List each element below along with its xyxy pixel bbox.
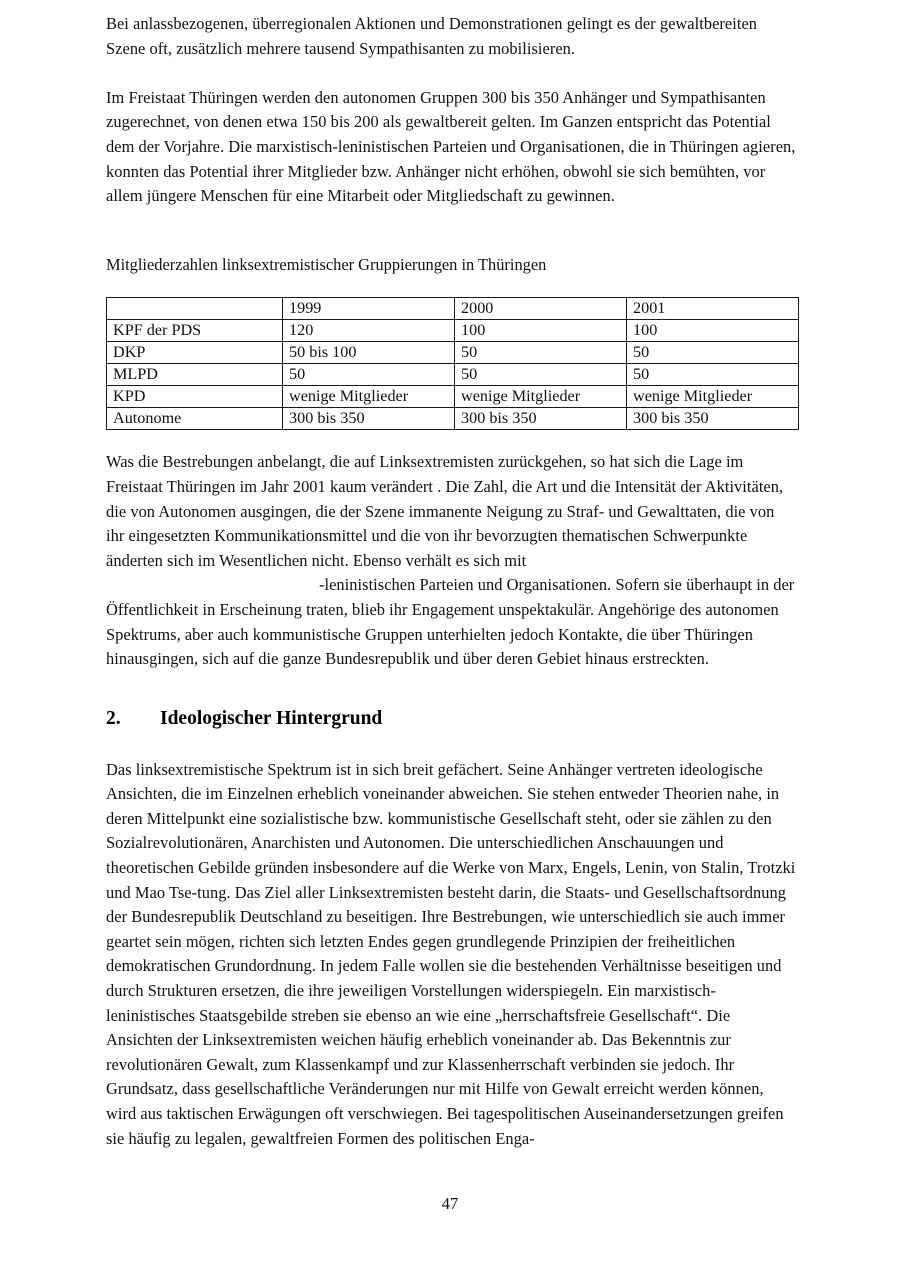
table-cell-group-label: DKP — [107, 342, 283, 364]
table-cell-value: 50 — [455, 342, 627, 364]
table-cell-group-label: KPD — [107, 386, 283, 408]
paragraph-bestrebungen-part1: Was die Bestrebungen anbelangt, die auf Linksextremisten zurückgehen, so hat sich die Lage im Freistaat Thüringen im Jahr 2001 kaum verändert . Die Zahl, die Art und die Intensität der Aktivitäten, die von Autonomen ausgingen, die der Szene immanente Neigung zu Straf- und Gewalttaten, die von ihr eingesetzten Kommunikationsmittel und die von ihr bevorzugten thematischen Schwerpunkte änderten sich im Wesentlichen nicht. Ebenso verhält es sich mit — [106, 452, 784, 570]
paragraph-gap-2 — [106, 209, 796, 253]
top-margin-spacer — [106, 0, 796, 12]
table-cell-value: 100 — [627, 320, 799, 342]
paragraph-thueringen-potential: Im Freistaat Thüringen werden den autonomen Gruppen 300 bis 350 Anhänger und Sympathisanten zugerechnet, von denen etwa 150 bis 200 als gewaltbereit gelten. Im Ganzen entspricht das Potential dem der Vorjahre. Die marxistisch-leninistischen Parteien und Organisationen, die in Thüringen agieren, konnten das Potential ihrer Mitglieder bzw. Anhänger nicht erhöhen, obwohl sie sich bemühten, vor allem jüngere Menschen für eine Mitarbeit oder Mitgliedschaft zu gewinnen. — [106, 87, 796, 206]
post-heading-gap — [106, 732, 796, 758]
table-row — [107, 408, 799, 430]
table-cell-value: 300 bis 350 — [455, 408, 627, 430]
section-heading-ideologischer-hintergrund — [106, 706, 796, 732]
table-header-1999: 1999 — [283, 298, 455, 320]
table-cell-value: wenige Mitglieder — [283, 386, 455, 408]
table-cell-value: 50 — [627, 364, 799, 386]
paragraph-intro-mobilization: Bei anlassbezogenen, überregionalen Aktionen und Demonstrationen gelingt es der gewaltbereiten Szene oft, zusätzlich mehrere tausend Sympathisanten zu mobilisieren. — [106, 14, 758, 58]
table-cell-value: 100 — [455, 320, 627, 342]
table-cell-value: 50 bis 100 — [283, 342, 455, 364]
table-cell-group-label: Autonome — [107, 408, 283, 430]
page-number: 47 — [441, 1194, 459, 1213]
table-cell-value: 50 — [455, 364, 627, 386]
table-row — [107, 386, 799, 408]
table-header-row — [107, 298, 799, 320]
table-row — [107, 320, 799, 342]
paragraph-bestrebungen-part2-text: -leninistischen Parteien und Organisationen. Sofern sie überhaupt in der Öffentlichkeit in Erscheinung traten, blieb ihr Engagement unspektakulär. Angehörige des autonomen Spektrums, aber auch kommunistische Gruppen unterhielten jedoch Kontakte, die über Thüringen hinausgingen, sich auf die ganze Bundesrepublik und über deren Gebiet hinaus erstreckten. — [106, 575, 795, 669]
section-number: 2. — [106, 707, 121, 729]
table-cell-value: 120 — [283, 320, 455, 342]
table-cell-value: wenige Mitglieder — [455, 386, 627, 408]
table-cell-value: wenige Mitglieder — [627, 386, 799, 408]
paragraph-ideologie: Das linksextremistische Spektrum ist in sich breit gefächert. Seine Anhänger vertreten ideologische Ansichten, die im Einzelnen erheblich voneinander abweichen. Sie stehen entweder Theorien nahe, in deren Mittelpunkt eine sozialistische bzw. kommunistische Gesellschaft steht, oder sie zählen zu den Sozialrevolutionären, Anarchisten und Autonomen. Die unterschiedlichen Anschauungen und theoretischen Gebilde gründen insbesondere auf die Werke von Marx, Engels, Lenin, von Stalin, Trotzki und Mao Tse-tung. Das Ziel aller Linksextremisten besteht darin, die Staats- und Gesellschaftsordnung der Bundesrepublik Deutschland zu beseitigen. Ihre Bestrebungen, wie unterschiedlich sie auch immer geartet sein mögen, richten sich letzten Endes gegen grundlegende Prinzipien der freiheitlichen demokratischen Grundordnung. In jedem Falle wollen sie die bestehenden Verhältnisse beseitigen und durch Strukturen ersetzen, die ihre jeweiligen Vorstellungen widerspiegeln. Ein marxistisch-leninistisches Staatsgebilde streben sie ebenso an wie eine „herrschaftsfreie Gesellschaft“. Die Ansichten der Linksextremisten weichen häufig erheblich voneinander ab. Das Bekenntnis zur revolutionären Gewalt, zum Klassenkampf und zur Klassenherrschaft verbinden sie jedoch. Ihr Grundsatz, dass gesellschaftliche Veränderungen nur mit Hilfe von Gewalt erreicht werden können, wird aus taktischen Erwägungen oft verschwiegen. Bei tagespolitischen Auseinandersetzungen greifen sie häufig zu legalen, gewaltfreien Formen des politischen Enga- — [106, 759, 796, 1148]
table-cell-value: 50 — [283, 364, 455, 386]
table-cell-value: 300 bis 350 — [627, 408, 799, 430]
table-header-blank — [107, 298, 283, 320]
caption-table-gap — [106, 277, 796, 297]
content-column — [106, 0, 796, 1151]
paragraph-gap-1 — [106, 61, 796, 86]
section-title: Ideologischer Hintergrund — [160, 707, 383, 729]
table-caption: Mitgliederzahlen linksextremistischer Gruppierungen in Thüringen — [106, 254, 547, 274]
table-cell-value: 50 — [627, 342, 799, 364]
pre-heading-gap — [106, 672, 796, 706]
membership-figures-table — [106, 297, 799, 430]
table-paragraph-gap — [106, 430, 796, 450]
table-row — [107, 342, 799, 364]
table-header-2000: 2000 — [455, 298, 627, 320]
table-row — [107, 364, 799, 386]
table-header-2001: 2001 — [627, 298, 799, 320]
paragraph-bestrebungen-part2 — [106, 573, 796, 671]
table-cell-group-label: KPF der PDS — [107, 320, 283, 342]
table-cell-value: 300 bis 350 — [283, 408, 455, 430]
table-cell-group-label: MLPD — [107, 364, 283, 386]
